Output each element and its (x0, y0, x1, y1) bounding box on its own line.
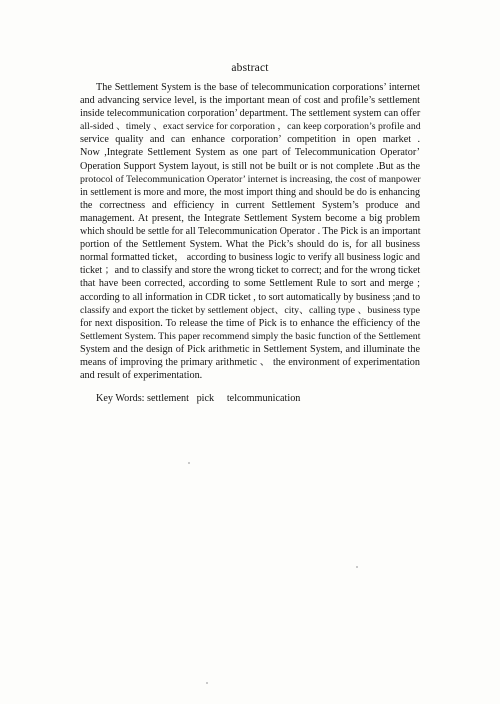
abstract-line: classify and export the ticket by settlement object、city、calling type 、business type (80, 304, 420, 316)
abstract-line: normal formatted ticket， according to business logic to verify all business logic and (80, 252, 420, 264)
abstract-line: inside telecommunication corporation’ department. The settlement system can offer (80, 108, 421, 120)
abstract-line: which should be settle for all Telecommunication Operator . The Pick is an important (80, 226, 421, 238)
abstract-line: ticket ；and to classify and store the wrong ticket to correct; and for the wrong ticket (80, 265, 421, 277)
abstract-line: System and the design of Pick arithmetic in Settlement System, and illuminate the (80, 343, 420, 355)
abstract-line: means of improving the primary arithmetic 、 the environment of experimentation (80, 356, 420, 368)
abstract-line: The Settlement System is the base of telecommunication corporations’ internet (96, 82, 420, 93)
scan-speck (356, 566, 358, 568)
keywords-line: Key Words: settlement pick telcommunication (96, 393, 301, 404)
abstract-line: and result of experimentation. (80, 370, 203, 382)
abstract-body (80, 81, 420, 382)
abstract-title: abstract (231, 62, 269, 74)
abstract-line: protocol of Telecommunication Operator’ internet is increasing, the cost of manpower (80, 173, 421, 185)
abstract-line: Operation Support System layout, is still not be built or is not complete .But as the (80, 160, 420, 172)
abstract-line: according to all information in CDR ticket , to sort automatically by business ;and to (80, 291, 421, 303)
abstract-line: management. At present, the Integrate Settlement System become a big problem (80, 212, 420, 224)
abstract-line: Settlement System. This paper recommend simply the basic function of the Settlement (80, 330, 421, 342)
abstract-line: and advancing service level, is the important mean of cost and profile’s settlement (80, 95, 420, 107)
abstract-line: service quality and can enhance corporation’ competition in open market . (80, 134, 420, 146)
abstract-line: portion of the Settlement System. What the Pick’s should do is, for all business (80, 239, 420, 251)
abstract-line: for next disposition. To release the time of Pick is to enhance the efficiency of the (80, 317, 420, 329)
abstract-line: that have been corrected, according to some Settlement Rule to sort and merge ; (80, 278, 420, 290)
abstract-line: Now ,Integrate Settlement System as one part of Telecommunication Operator’ (80, 147, 420, 159)
abstract-line: all-sided 、timely 、exact service for corporation ，can keep corporation’s profile and (80, 121, 421, 133)
abstract-line: in settlement is more and more, the most import thing and should be do is enhancing (80, 186, 420, 198)
scan-speck (188, 462, 190, 464)
abstract-line: the correctness and efficiency in current Settlement System’s produce and (80, 199, 420, 211)
scan-speck (206, 682, 208, 684)
